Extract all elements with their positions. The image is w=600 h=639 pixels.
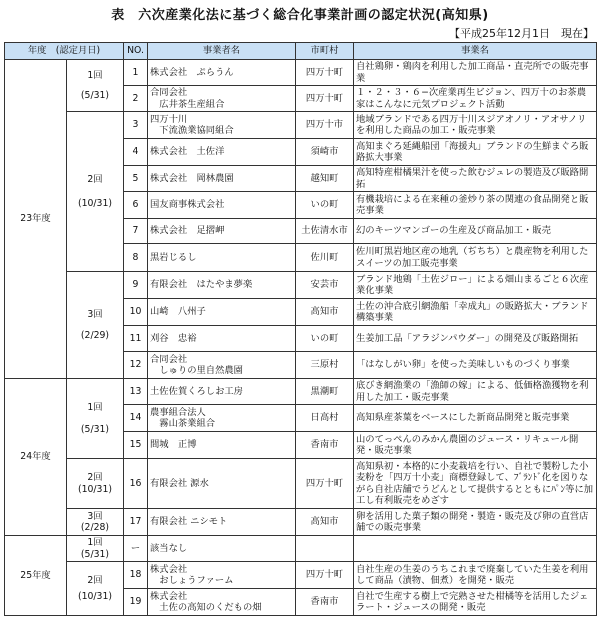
round-label: 3回 xyxy=(87,308,103,320)
table-row xyxy=(5,112,597,139)
row-city: 三原村 xyxy=(296,352,354,379)
row-city: 四万十市 xyxy=(296,112,354,139)
row-no: 16 xyxy=(124,459,148,509)
row-company: 農事組合法人 霧山茶業組合 xyxy=(148,405,296,432)
row-plan: 高知特産柑橘果汁を使った飲むジュレの製造及び販路開拓 xyxy=(354,166,597,192)
row-plan: 「はなしがい卵」を使った美味しいものづくり事業 xyxy=(354,352,597,379)
row-no: 17 xyxy=(124,509,148,536)
row-city: 高知市 xyxy=(296,299,354,326)
round-cell xyxy=(67,112,124,272)
round-cell xyxy=(67,562,124,616)
round-cell xyxy=(67,272,124,379)
row-city: 香南市 xyxy=(296,432,354,459)
row-company: 間城 正博 xyxy=(148,432,296,459)
row-no: 18 xyxy=(124,562,148,589)
row-city: 越知町 xyxy=(296,166,354,192)
row-plan: 高知まぐろ延縄船団「海援丸」ブランドの生鮮まぐろ販路拡大事業 xyxy=(354,139,597,166)
round-label: 2回 xyxy=(87,472,103,483)
row-plan xyxy=(354,536,597,562)
row-city: 須崎市 xyxy=(296,139,354,166)
header-city: 市町村 xyxy=(296,43,354,60)
row-company: 合同会社 しゅりの里自然農園 xyxy=(148,352,296,379)
table-row xyxy=(5,562,597,589)
table-row xyxy=(5,60,597,86)
row-city xyxy=(296,536,354,562)
row-city: 四万十町 xyxy=(296,459,354,509)
table-row xyxy=(5,536,597,562)
year-cell: 24年度 xyxy=(5,379,67,536)
row-company: 山崎 八州子 xyxy=(148,299,296,326)
year-cell: 23年度 xyxy=(5,60,67,379)
row-company: 有限会社 はたやま夢楽 xyxy=(148,272,296,299)
row-city: 安芸市 xyxy=(296,272,354,299)
row-no: 11 xyxy=(124,326,148,352)
row-no: 19 xyxy=(124,589,148,616)
round-cell xyxy=(67,379,124,459)
round-cell xyxy=(67,509,124,536)
row-city: 四万十町 xyxy=(296,86,354,112)
row-no: 14 xyxy=(124,405,148,432)
round-date: (5/31) xyxy=(80,548,110,560)
certification-table xyxy=(4,42,597,616)
year-cell: 25年度 xyxy=(5,536,67,616)
row-city: 黒潮町 xyxy=(296,379,354,405)
row-plan: 生姜加工品「アラジンパウダー」の開発及び販路開拓 xyxy=(354,326,597,352)
row-no: 9 xyxy=(124,272,148,299)
table-header-row xyxy=(5,43,597,60)
round-cell xyxy=(67,459,124,509)
row-no: 5 xyxy=(124,166,148,192)
row-city: 高知市 xyxy=(296,509,354,536)
row-plan: 有機栽培による在来種の釜炒り茶の関連の食品開発と販売事業 xyxy=(354,192,597,219)
row-no: 15 xyxy=(124,432,148,459)
row-city: 土佐清水市 xyxy=(296,219,354,244)
row-company: 株式会社 ぷらうん xyxy=(148,60,296,86)
row-no: 7 xyxy=(124,219,148,244)
row-company: 株式会社 足摺岬 xyxy=(148,219,296,244)
round-cell xyxy=(67,536,124,562)
row-no: 10 xyxy=(124,299,148,326)
row-no: 1 xyxy=(124,60,148,86)
row-company: 株式会社 おしょうファーム xyxy=(148,562,296,589)
row-plan: 佐川町黒岩地区産の地乳（ぢちち）と農産物を利用したスイーツの加工販売事業 xyxy=(354,244,597,272)
round-cell xyxy=(67,60,124,112)
row-plan: 土佐の沖合底引網漁船「幸成丸」の販路拡大・ブランド構築事業 xyxy=(354,299,597,326)
round-date: (10/31) xyxy=(77,197,113,209)
row-company: 土佐佐賀くろしお工房 xyxy=(148,379,296,405)
row-plan: 幻のキーツマンゴーの生産及び商品加工・販売 xyxy=(354,219,597,244)
row-plan: 自社鶏卵・鶏肉を利用した加工商品・直売所での販売事業 xyxy=(354,60,597,86)
row-company: 合同会社 広井茶生産組合 xyxy=(148,86,296,112)
row-plan: 底びき網漁業の「漁師の嫁」による、低価格漁獲物を利用した加工・販売事業 xyxy=(354,379,597,405)
row-city: いの町 xyxy=(296,192,354,219)
row-no: 6 xyxy=(124,192,148,219)
row-plan: ブランド地鶏「土佐ジロー」による畑山まるごと６次産業化事業 xyxy=(354,272,597,299)
row-company: 該当なし xyxy=(148,536,296,562)
round-date: (10/31) xyxy=(77,590,113,602)
row-city: いの町 xyxy=(296,326,354,352)
round-date: (5/31) xyxy=(80,423,110,435)
header-year: 年度 (認定月日) xyxy=(5,43,124,60)
row-no: 12 xyxy=(124,352,148,379)
round-label: 2回 xyxy=(87,174,103,185)
round-label: 1回 xyxy=(87,70,103,81)
round-date: (5/31) xyxy=(80,89,110,101)
row-company: 有限会社 ニシモト xyxy=(148,509,296,536)
row-city: 四万十町 xyxy=(296,562,354,589)
row-plan: 山のてっぺんのみかん農園のジュース・リキュール開発・販売事業 xyxy=(354,432,597,459)
round-label: 2回 xyxy=(87,575,103,586)
row-company: 刈谷 忠裕 xyxy=(148,326,296,352)
table-row xyxy=(5,509,597,536)
table-row xyxy=(5,379,597,405)
row-no: 3 xyxy=(124,112,148,139)
row-plan: 高知県初・本格的に小麦栽培を行い、自社で製粉した小麦粉を「四万十小麦」商標登録して、ﾌﾞﾗﾝﾄﾞ化を図りながら自社店舗でうどんとして提供するとともにﾊﾟﾝ等に加工し有利販売をめざす xyxy=(354,459,597,509)
round-date: (10/31) xyxy=(77,483,113,495)
row-city: 日高村 xyxy=(296,405,354,432)
row-plan: 地域ブランドである四万十川スジアオノリ・アオサノリを利用した商品の加工・販売事業 xyxy=(354,112,597,139)
round-label: 1回 xyxy=(87,537,103,548)
round-date: (2/28) xyxy=(80,522,110,533)
row-company: 株式会社 土佐の高知のくだもの畑 xyxy=(148,589,296,616)
header-no: NO. xyxy=(124,43,148,60)
row-plan: 自社で生産する樹上で完熟させた柑橘等を活用したジェラート・ジュースの開発・販売 xyxy=(354,589,597,616)
row-no: 4 xyxy=(124,139,148,166)
row-no: 8 xyxy=(124,244,148,272)
header-plan: 事業名 xyxy=(354,43,597,60)
row-plan: 高知県産茶葉をベースにした新商品開発と販売事業 xyxy=(354,405,597,432)
as-of-date: 【平成25年12月1日 現在】 xyxy=(449,27,594,40)
row-no: ー xyxy=(124,536,148,562)
row-company: 国友商事株式会社 xyxy=(148,192,296,219)
row-city: 佐川町 xyxy=(296,244,354,272)
row-company: 株式会社 岡林農園 xyxy=(148,166,296,192)
row-city: 四万十町 xyxy=(296,60,354,86)
header-company: 事業者名 xyxy=(148,43,296,60)
row-plan: 卵を活用した菓子類の開発・製造・販売及び卵の直営店舗での販売事業 xyxy=(354,509,597,536)
row-no: 13 xyxy=(124,379,148,405)
table-row xyxy=(5,272,597,299)
row-city: 香南市 xyxy=(296,589,354,616)
row-no: 2 xyxy=(124,86,148,112)
row-plan: 自社生産の生姜のうちこれまで廃棄していた生姜を利用して商品（漬物、佃煮）を開発・販売 xyxy=(354,562,597,589)
row-company: 四万十川 下流漁業協同組合 xyxy=(148,112,296,139)
table-row xyxy=(5,459,597,509)
round-label: 3回 xyxy=(87,510,103,522)
row-plan: １・２・３・６−次産業再生ビジョン、四万十のお茶農家はこんなに元気プロジェクト活動 xyxy=(354,86,597,112)
row-company: 黒岩じるし xyxy=(148,244,296,272)
round-label: 1回 xyxy=(87,402,103,413)
row-company: 株式会社 土佐洋 xyxy=(148,139,296,166)
page-title: 表 六次産業化法に基づく総合化事業計画の認定状況(高知県) xyxy=(111,8,489,23)
round-date: (2/29) xyxy=(80,330,110,341)
row-company: 有限会社 源水 xyxy=(148,459,296,509)
